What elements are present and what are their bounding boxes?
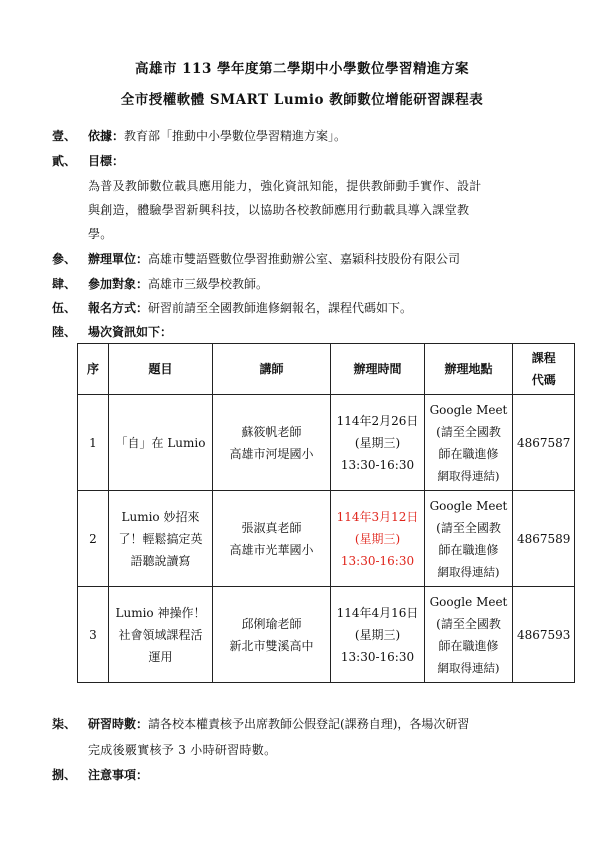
teacher-school: 高雄市光華國小 — [229, 542, 314, 557]
session-time: 13:30-16:30 — [340, 457, 415, 472]
section-label: 辦理單位： — [88, 252, 149, 266]
header-teacher: 講師 — [213, 344, 331, 395]
row-teacher — [213, 395, 331, 491]
document-title: 高雄市 113 學年度第二學期中小學數位學習精進方案 — [134, 61, 470, 77]
section-basis — [52, 126, 572, 146]
place-line: Google Meet — [429, 402, 508, 417]
goal-line-1: 為普及教師數位載具應用能力，強化資訊知能，提供教師動手實作、設計 — [88, 179, 482, 193]
row-teacher — [213, 491, 331, 587]
header-time: 辦理時間 — [331, 344, 425, 395]
row-time — [331, 395, 425, 491]
row-time-highlighted — [331, 491, 425, 587]
section-label: 研習時數： — [88, 717, 149, 731]
place-line: 師在職進修 — [438, 638, 499, 653]
place-line: 網取得連結) — [437, 468, 500, 483]
section-number: 伍、 — [52, 301, 77, 315]
topic-line: Lumio 神操作！ — [115, 605, 206, 620]
row-code: 4867587 — [513, 395, 575, 491]
table-row — [78, 491, 575, 587]
section-registration — [52, 298, 572, 318]
table-header-row — [78, 344, 575, 395]
place-line: 師在職進修 — [438, 542, 499, 557]
section-number: 陸、 — [52, 325, 77, 339]
row-place — [425, 587, 513, 683]
section-number: 捌、 — [52, 768, 77, 782]
goal-line-2: 與創造，體驗學習新興科技，以協助各校教師應用行動載具導入課堂教 — [88, 203, 470, 217]
section-label: 報名方式： — [88, 301, 149, 315]
session-table — [77, 343, 575, 683]
section-hours — [52, 714, 572, 734]
section-number: 貳、 — [52, 154, 77, 168]
hours-line-2: 完成後覈實核予 3 小時研習時數。 — [88, 743, 277, 757]
place-line: (請至全國教 — [436, 424, 501, 439]
row-code: 4867589 — [513, 491, 575, 587]
section-goal — [52, 151, 572, 171]
section-label: 參加對象： — [88, 277, 149, 291]
table-row — [78, 587, 575, 683]
place-line: (請至全國教 — [436, 616, 501, 631]
row-topic — [109, 587, 213, 683]
header-topic: 題目 — [109, 344, 213, 395]
header-code-line2: 代碼 — [531, 373, 556, 387]
teacher-name: 蘇筱帆老師 — [241, 424, 302, 439]
row-place — [425, 395, 513, 491]
place-line: 師在職進修 — [438, 446, 499, 461]
row-place — [425, 491, 513, 587]
session-date: 114年2月26日 — [336, 413, 419, 428]
section-sessions — [52, 322, 572, 342]
document-subtitle: 全市授權軟體 SMART Lumio 教師數位增能研習課程表 — [120, 92, 484, 108]
topic-line: 社會領域課程活 — [118, 627, 203, 642]
place-line: Google Meet — [429, 594, 508, 609]
goal-line-3: 學。 — [88, 227, 113, 241]
place-line: 網取得連結) — [437, 564, 500, 579]
header-code-line1: 課程 — [531, 351, 556, 365]
session-weekday: (星期三) — [354, 627, 401, 642]
place-line: (請至全國教 — [436, 520, 501, 535]
topic-line: Lumio 妙招來 — [121, 509, 200, 524]
session-date: 114年3月12日 — [336, 509, 419, 524]
section-text: 教育部「推動中小學數位學習精進方案」。 — [124, 129, 347, 143]
row-teacher — [213, 587, 331, 683]
topic-line: 語聽說讀寫 — [130, 553, 191, 568]
section-label: 注意事項： — [88, 768, 149, 782]
section-label: 依據： — [88, 129, 125, 143]
place-line: Google Meet — [429, 498, 508, 513]
section-text: 高雄市三級學校教師。 — [148, 277, 269, 291]
header-no: 序 — [78, 344, 109, 395]
section-number: 壹、 — [52, 129, 77, 143]
row-code: 4867593 — [513, 587, 575, 683]
topic-line: 運用 — [148, 649, 173, 664]
row-topic — [109, 491, 213, 587]
section-organizer — [52, 249, 572, 269]
row-no: 1 — [78, 395, 109, 491]
teacher-name: 邱俐瑜老師 — [241, 616, 302, 631]
session-date: 114年4月16日 — [336, 605, 419, 620]
row-no: 2 — [78, 491, 109, 587]
section-text: 研習前請至全國教師進修網報名，課程代碼如下。 — [148, 301, 413, 315]
teacher-school: 高雄市河堤國小 — [229, 446, 314, 461]
section-label: 目標： — [88, 154, 125, 168]
header-place: 辦理地點 — [425, 344, 513, 395]
session-time: 13:30-16:30 — [340, 553, 415, 568]
session-time: 13:30-16:30 — [340, 649, 415, 664]
header-code — [513, 344, 575, 395]
table-row — [78, 395, 575, 491]
topic-line: 了！輕鬆搞定英 — [118, 531, 203, 546]
topic-line: 「自」在 Lumio — [115, 435, 206, 450]
teacher-school: 新北市雙溪高中 — [229, 638, 314, 653]
section-text: 請各校本權責核予出席教師公假登記(課務自理)，各場次研習 — [148, 717, 470, 731]
session-weekday: (星期三) — [354, 435, 401, 450]
session-weekday: (星期三) — [354, 531, 401, 546]
section-label: 場次資訊如下： — [88, 325, 173, 339]
section-number: 參、 — [52, 252, 77, 266]
section-number: 柒、 — [52, 717, 77, 731]
row-topic — [109, 395, 213, 491]
place-line: 網取得連結) — [437, 660, 500, 675]
section-participants — [52, 274, 572, 294]
section-notes — [52, 765, 572, 785]
section-text: 高雄市雙語暨數位學習推動辦公室、嘉穎科技股份有限公司 — [148, 252, 461, 266]
row-time — [331, 587, 425, 683]
row-no: 3 — [78, 587, 109, 683]
section-number: 肆、 — [52, 277, 77, 291]
teacher-name: 張淑真老師 — [241, 520, 302, 535]
